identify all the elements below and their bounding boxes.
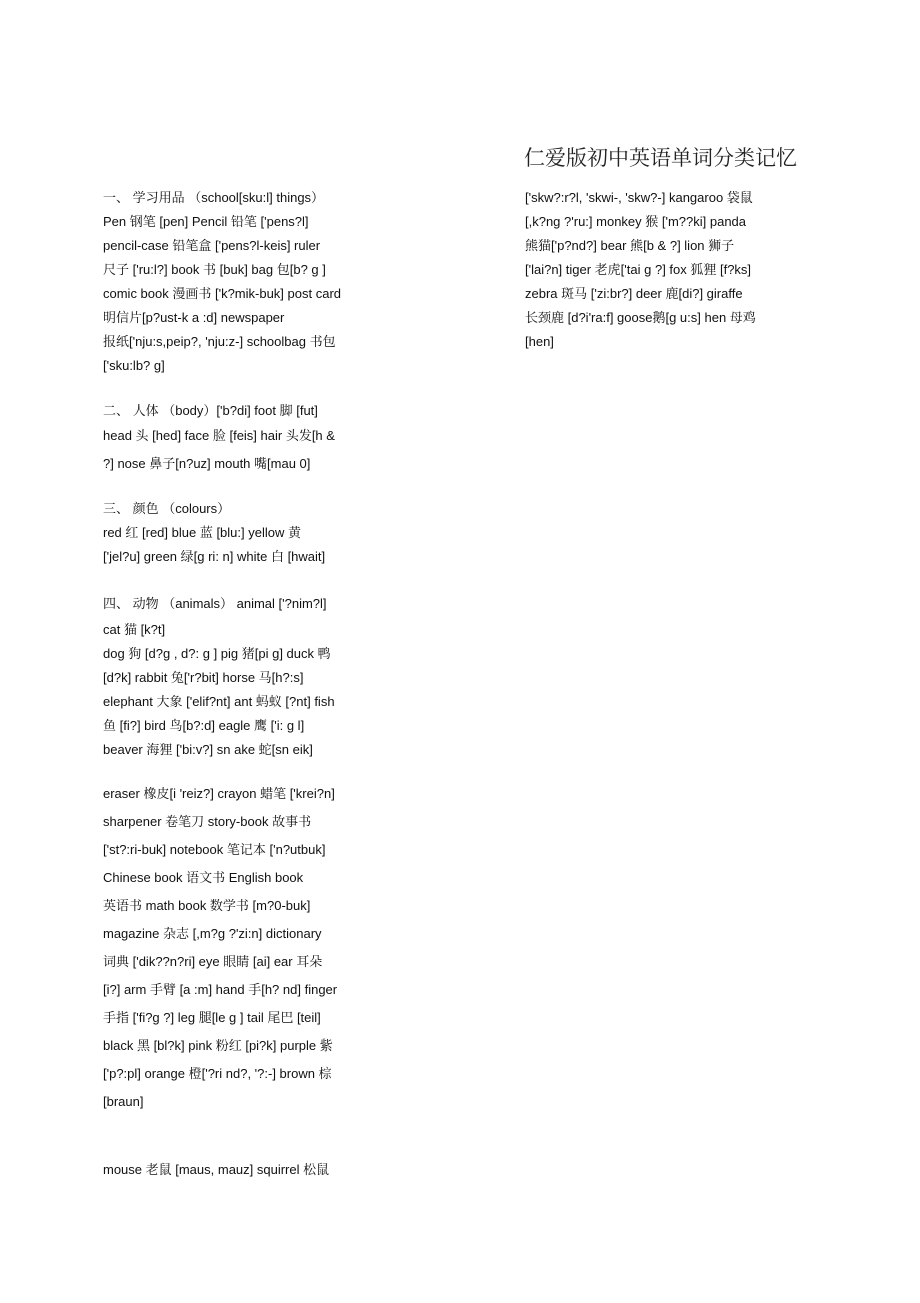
text-line: 鱼 [fi?] bird 鸟[b?:d] eagle 鹰 ['i: g l] bbox=[103, 718, 305, 733]
text-line: 手指 ['fi?g ?] leg 腿[le g ] tail 尾巴 [teil] bbox=[103, 1010, 321, 1025]
text-line: 报纸['nju:s,peip?, 'nju:z-] schoolbag 书包 bbox=[103, 334, 336, 349]
text-line: ?] nose 鼻子[n?uz] mouth 嘴[mau 0] bbox=[103, 456, 311, 471]
text-line: 长颈鹿 [d?i'ra:f] goose鹅[g u:s] hen 母鸡 bbox=[525, 310, 756, 325]
text-line: 明信片[p?ust-k a :d] newspaper bbox=[103, 310, 285, 325]
text-line: ['st?:ri-buk] notebook 笔记本 ['n?utbuk] bbox=[103, 842, 326, 857]
text-line: mouse 老鼠 [maus, mauz] squirrel 松鼠 bbox=[103, 1162, 330, 1177]
section-heading-stationery: 一、 学习用品 （school[sku:l] things） bbox=[103, 190, 325, 205]
text-line: ['sku:lb? g] bbox=[103, 358, 165, 373]
page-title: 仁爱版初中英语单词分类记忆 bbox=[524, 146, 797, 170]
text-line: [braun] bbox=[103, 1094, 144, 1109]
text-line: magazine 杂志 [,m?g ?'zi:n] dictionary bbox=[103, 926, 322, 941]
text-line: 尺子 ['ru:l?] book 书 [buk] bag 包[b? g ] bbox=[103, 262, 326, 277]
text-line: [hen] bbox=[525, 334, 554, 349]
text-line: pencil-case 铅笔盒 ['pens?l-keis] ruler bbox=[103, 238, 321, 253]
text-line: beaver 海狸 ['bi:v?] sn ake 蛇[sn eik] bbox=[103, 742, 313, 757]
section-animals bbox=[103, 590, 335, 762]
section-animals-more bbox=[103, 1158, 329, 1182]
section-heading-body: 二、 人体 （body）['b?di] foot 脚 [fut] bbox=[103, 403, 318, 418]
text-line: sharpener 卷笔刀 story-book 故事书 bbox=[103, 814, 312, 829]
section-colours bbox=[103, 497, 325, 569]
text-line: head 头 [hed] face 脸 [feis] hair 头发[h & bbox=[103, 428, 335, 443]
section-heading-animals: 四、 动物 （animals） animal ['?nim?l] bbox=[103, 596, 327, 611]
text-line: 词典 ['dik??n?ri] eye 眼睛 [ai] ear 耳朵 bbox=[103, 954, 323, 969]
text-line: Chinese book 语文书 English book bbox=[103, 870, 304, 885]
text-line: cat 猫 [k?t] bbox=[103, 622, 166, 637]
text-line: 英语书 math book 数学书 [m?0-buk] bbox=[103, 898, 311, 913]
section-body bbox=[103, 400, 335, 478]
section-stationery bbox=[103, 186, 341, 378]
text-line: ['skw?:r?l, 'skwi-, 'skw?-] kangaroo 袋鼠 bbox=[525, 190, 753, 205]
text-line: Pen 钢笔 [pen] Pencil 铅笔 ['pens?l] bbox=[103, 214, 309, 229]
text-line: [d?k] rabbit 兔['r?bit] horse 马[h?:s] bbox=[103, 670, 304, 685]
text-line: zebra 斑马 ['zi:br?] deer 鹿[di?] giraffe bbox=[525, 286, 743, 301]
text-line: ['lai?n] tiger 老虎['tai g ?] fox 狐狸 [f?ks] bbox=[525, 262, 752, 277]
right-column bbox=[525, 186, 756, 354]
text-line: ['p?:pl] orange 橙['?ri nd?, '?:-] brown 棕 bbox=[103, 1066, 332, 1081]
text-line: 熊猫['p?nd?] bear 熊[b & ?] lion 狮子 bbox=[525, 238, 735, 253]
section-mixed-vocabulary bbox=[103, 780, 337, 1116]
text-line: dog 狗 [d?g , d?: g ] pig 猪[pi g] duck 鸭 bbox=[103, 646, 331, 661]
text-line: eraser 橡皮[i 'reiz?] crayon 蜡笔 ['krei?n] bbox=[103, 786, 335, 801]
text-line: red 红 [red] blue 蓝 [blu:] yellow 黄 bbox=[103, 525, 301, 540]
section-heading-colours: 三、 颜色 （colours） bbox=[103, 501, 231, 516]
text-line: elephant 大象 ['elif?nt] ant 蚂蚁 [?nt] fish bbox=[103, 694, 335, 709]
text-line: black 黑 [bl?k] pink 粉红 [pi?k] purple 紫 bbox=[103, 1038, 333, 1053]
text-line: [i?] arm 手臂 [a :m] hand 手[h? nd] finger bbox=[103, 982, 338, 997]
text-line: comic book 漫画书 ['k?mik-buk] post card bbox=[103, 286, 341, 301]
text-line: [,k?ng ?'ru:] monkey 猴 ['m??ki] panda bbox=[525, 214, 747, 229]
text-line: ['jel?u] green 绿[g ri: n] white 白 [hwait] bbox=[103, 549, 326, 564]
